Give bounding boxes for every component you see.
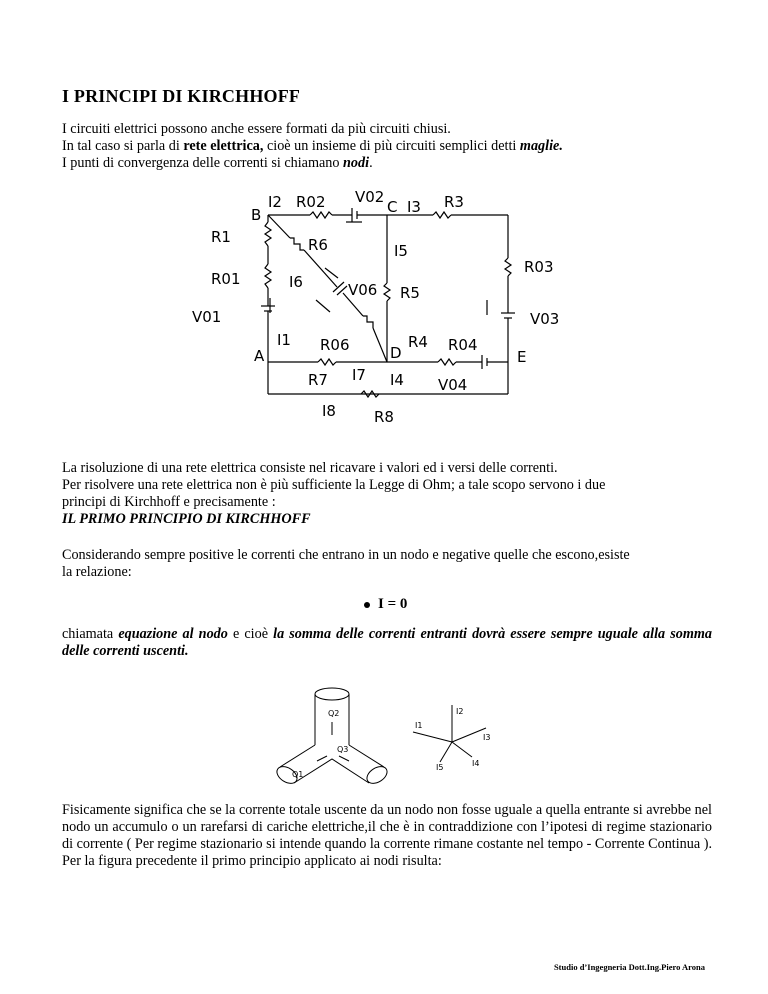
considerando-paragraph — [62, 547, 712, 581]
label-R06: R06 — [320, 336, 350, 354]
label-I5: I5 — [394, 242, 408, 260]
term-nodi: nodi — [343, 155, 370, 171]
risoluzione-paragraph — [62, 460, 712, 511]
ris-line-2: Per risolvere una rete elettrica non è più sufficiente la Legge di Ohm; a tale scopo servono i due — [62, 477, 606, 493]
node-currents-figure — [410, 700, 520, 780]
pipe-label-q1: Q1 — [292, 770, 304, 779]
term-rete-elettrica: rete elettrica, — [183, 138, 264, 154]
kirchhoff-formula — [364, 596, 407, 613]
label-V06: V06 — [348, 281, 378, 299]
pipe-label-q3: Q3 — [337, 745, 349, 754]
label-I2: I2 — [268, 193, 282, 211]
cons-line-1: Considerando sempre positive le correnti che entrano in un nodo e negative quelle che escono,esiste — [62, 547, 630, 563]
label-V04: V04 — [438, 376, 468, 394]
chiamata-paragraph — [62, 626, 712, 660]
label-V02: V02 — [355, 188, 385, 206]
section-heading: IL PRIMO PRINCIPIO DI KIRCHHOFF — [62, 511, 311, 527]
page-title: I PRINCIPI DI KIRCHHOFF — [62, 86, 301, 106]
term-equazione-al-nodo: equazione al nodo — [118, 626, 228, 642]
label-I1: I1 — [277, 331, 291, 349]
intro-paragraph — [62, 121, 712, 172]
label-I3: I3 — [407, 198, 421, 216]
term-definizione: la somma delle correnti entranti dovrà essere sempre uguale alla somma delle correnti uscenti. — [62, 626, 712, 659]
label-R04: R04 — [448, 336, 478, 354]
node-label-i4: I4 — [472, 759, 480, 768]
label-R6: R6 — [308, 236, 328, 254]
circuit-diagram — [180, 180, 580, 430]
intro-text: . — [369, 155, 373, 171]
label-V03: V03 — [530, 310, 560, 328]
intro-text: cioè un insieme di più circuiti semplici detti — [263, 138, 520, 154]
label-R1: R1 — [211, 228, 231, 246]
label-R5: R5 — [400, 284, 420, 302]
chiamata-text: chiamata — [62, 626, 119, 642]
label-V01: V01 — [192, 308, 222, 326]
node-label-i3: I3 — [483, 733, 491, 742]
label-R3: R3 — [444, 193, 464, 211]
label-C: C — [387, 198, 398, 216]
footer-credit: Studio d’Ingegneria Dott.Ing.Piero Arona — [553, 962, 705, 972]
intro-line-3 — [62, 155, 712, 172]
label-R8: R8 — [374, 408, 394, 426]
intro-line-1: I circuiti elettrici possono anche essere formati da più circuiti chiusi. — [62, 121, 451, 137]
node-label-i2: I2 — [456, 707, 464, 716]
label-R02: R02 — [296, 193, 326, 211]
label-I7: I7 — [352, 366, 366, 384]
label-I4: I4 — [390, 371, 404, 389]
label-E: E — [517, 348, 527, 366]
pipe-label-q2: Q2 — [328, 709, 340, 718]
label-B: B — [251, 206, 262, 224]
label-A: A — [254, 347, 265, 365]
label-D: D — [390, 344, 402, 362]
intro-text: In tal caso si parla di — [62, 138, 184, 154]
label-R4: R4 — [408, 333, 428, 351]
intro-text: I punti di convergenza delle correnti si chiamano — [62, 155, 344, 171]
chiamata-text: e cioè — [227, 626, 274, 642]
label-R03: R03 — [524, 258, 554, 276]
bullet-icon — [364, 602, 370, 608]
term-maglie: maglie. — [519, 138, 563, 154]
fisicamente-paragraph: Fisicamente significa che se la corrente totale uscente da un nodo non fosse uguale a quella entrante si avrebbe nel nodo un accumulo o un rarefarsi di cariche elettriche,il che è in contraddizione con l’ipotesi di regime stazionario di corrente ( Per regime stazionario si intende quando la corrente rimane costante nel tempo - Corrente Continua ). Per la figura precedente il primo principio applicato ai nodi risulta: — [62, 802, 712, 869]
node-label-i1: I1 — [415, 721, 423, 730]
label-R7: R7 — [308, 371, 328, 389]
label-I6: I6 — [289, 273, 303, 291]
label-R01: R01 — [211, 270, 241, 288]
pipe-junction-figure — [272, 687, 402, 797]
formula-text: I = 0 — [378, 596, 408, 612]
ris-line-3: principi di Kirchhoff e precisamente : — [62, 494, 276, 510]
node-label-i5: I5 — [436, 763, 444, 772]
cons-line-2: la relazione: — [62, 564, 132, 580]
label-I8: I8 — [322, 402, 336, 420]
ris-line-1: La risoluzione di una rete elettrica consiste nel ricavare i valori ed i versi delle correnti. — [62, 460, 558, 476]
intro-line-2 — [62, 138, 712, 155]
